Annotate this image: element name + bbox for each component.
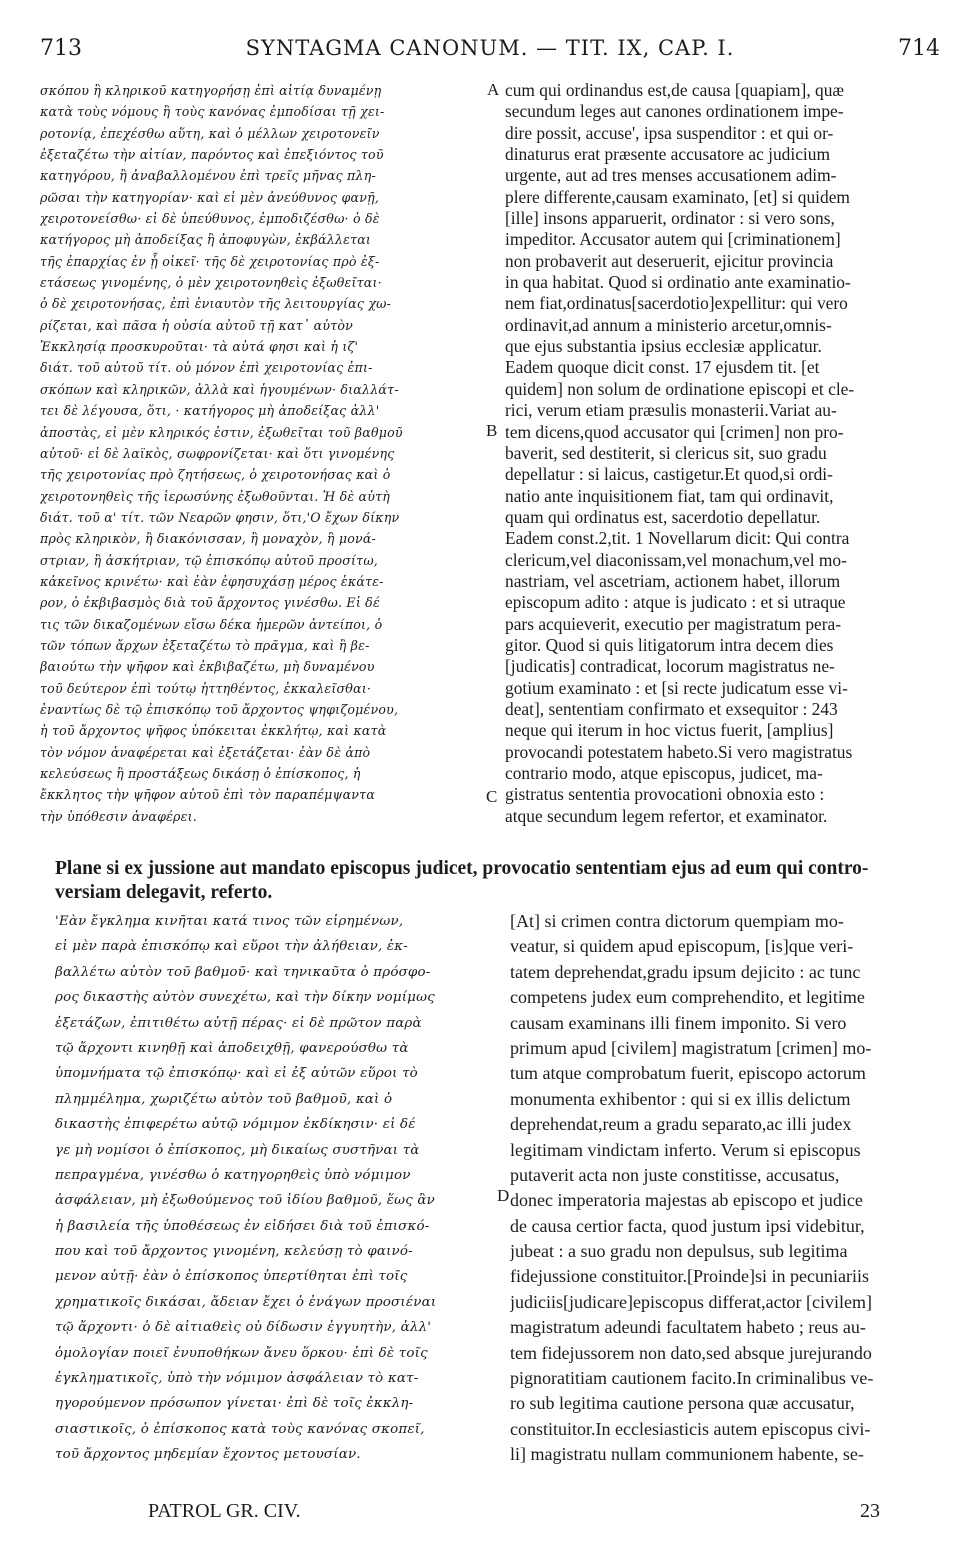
text-line: πρὸς κληρικὸν, ἢ διακόνισσαν, ἢ μοναχὸν, ἢ μονά-: [40, 531, 376, 547]
text-line: dire possit, accuse', ipsa suspenditor : et qui or-: [505, 122, 834, 143]
text-line: ρος δικαστὴς αὐτὸν συνεχέτω, καὶ τὴν δίκην νομίμως: [55, 990, 435, 1006]
text-line: τὸν νόμον ἀναφέρεται καὶ ἐξετάζεται· ἐὰν δὲ ἀπὸ: [40, 744, 371, 760]
text-line: legitimam vindictam inferto. Verum si episcopus: [510, 1139, 861, 1160]
text-line: ρῶσαι τὴν κατηγορίαν· καὶ εἰ μὲν ἀνεύθυνος φανῇ,: [40, 189, 380, 205]
text-line: βαλλέτω αὐτὸν τοῦ βαθμοῦ· καὶ τηνικαῦτα ὁ πρόσφο-: [55, 964, 431, 980]
text-line: τῷ ἄρχοντι κινηθῇ καὶ ἀποδειχθῇ, φανερούσθω τὰ: [55, 1040, 409, 1056]
text-line: [judicatis] contradicat, locorum magistratus ne-: [505, 656, 835, 677]
text-line: que ejus substantia ipsius ecclesiæ applicatur.: [505, 336, 822, 357]
text-line: veatur, si quidem apud episcopum, [is]que veri-: [510, 936, 854, 957]
margin-letter-b: B: [486, 421, 498, 440]
text-line: ἐξεταζέτω τὴν αἰτίαν, παρόντος καὶ ἐπεξιόντος τοῦ: [40, 147, 384, 163]
footer-patrologia: PATROL GR. CIV.: [148, 1500, 301, 1522]
text-line: γε μὴ νομίσοι ὁ ἐπίσκοπος, μὴ δικαίως συστῆναι τὰ: [55, 1142, 420, 1158]
margin-letter-d: D: [497, 1186, 510, 1205]
text-line: judiciis[judicare]episcopus differat,actor [civilem]: [510, 1291, 873, 1312]
text-line: magistratum adeundi facultatem habeto ; reus au-: [510, 1317, 866, 1338]
text-line: δικαστὴς ἐπιφερέτω αὐτῷ νόμιμον ἐκδίκησιν· εἰ δέ: [55, 1117, 416, 1133]
text-line: κελεύσεως ἢ προστάξεως δικάσῃ ὁ ἐπίσκοπος, ἡ: [40, 766, 361, 781]
text-line: clericum,vel diaconissam,vel monachum,vel mo-: [505, 549, 847, 570]
text-line: αὐτοῦ· εἰ δὲ λαϊκὸς, σωφρονίζεται· καὶ ὅτι γινομένης: [40, 445, 395, 461]
text-line: rici, verum etiam præsulis monasterii.Variat au-: [505, 400, 837, 421]
running-header: [40, 36, 940, 66]
text-line: ro sub legitima cautione persona quæ accusatur,: [510, 1393, 855, 1414]
text-line: ροτονίᾳ, ἐπεχέσθω αὕτη, καὶ ὁ μέλλων χειροτονεῖν: [40, 125, 380, 141]
text-line: βαιούτω τὴν ψῆφον καὶ ἐκβιβαζέτω, μὴ δυναμένου: [40, 659, 375, 675]
text-line: ὑπομνήματα τῷ ἐπισκόπῳ· καὶ εἰ ἐξ αὐτῶν εὕροι τὸ: [55, 1066, 418, 1082]
text-line: episcopum adito : atque is judicato : et si utraque: [505, 592, 846, 613]
text-line: ετάσεως γινομένης, ὁ μὲν χειροτονηθεὶς ἐξωθεῖται·: [40, 275, 382, 291]
text-line: tem dicens,quod accusator qui [crimen] non pro-: [505, 421, 844, 442]
text-line: non probaverit aut deseruerit, ejicitur provincia: [505, 250, 834, 271]
text-line: πλημμέλημα, χωριζέτω αὐτὸν τοῦ βαθμοῦ, καὶ ὁ: [55, 1091, 393, 1107]
text-line: ἀποστὰς, εἰ μὲν κληρικός ἐστιν, ἐξωθεῖται τοῦ βαθμοῦ: [40, 424, 403, 440]
text-line: atque secundum legem refertor, et examinator.: [505, 805, 828, 826]
text-line: τῆς χειροτονίας πρὸ ζητήσεως, ὁ χειροτονήσας καὶ ὁ: [40, 467, 391, 483]
text-line: primum apud [civilem] magistratum [crimen] mo-: [510, 1037, 872, 1058]
text-line: τῆς ἐπαρχίας ἐν ᾗ οἰκεῖ· τῆς δὲ χειροτονίας πρὸ ἐξ-: [40, 253, 380, 269]
text-line: pars acquieverit, executio per magistratum pera-: [505, 613, 842, 634]
text-line: [ille] insons apparuerit, ordinator : si vero sons,: [505, 208, 835, 229]
greek-column-top: [40, 80, 492, 827]
text-line: [At] si crimen contra dictorum quempiam mo-: [510, 911, 844, 931]
greek-column-bottom: [55, 909, 495, 1468]
text-line: tatem deprehendat,gradu ipsum dejicito : ac tunc: [510, 961, 861, 982]
text-line: ἀσφάλειαν, μὴ ἐξωθούμενος τοῦ ἰδίου βαθμοῦ, ἕως ἂν: [55, 1193, 435, 1209]
text-line: baverit, sed destiterit, si clericus sit, suo gradu: [505, 442, 827, 463]
text-line: κατήγορος μὴ ἀποδείξας ἢ ἀποφυγὼν, ἐκβάλλεται: [40, 232, 372, 248]
text-line: fidejussione constituitor.[Proinde]si in pecuniariis: [510, 1266, 869, 1287]
text-line: contrario modo, atque episcopus, judicet, ma-: [505, 763, 823, 783]
text-line: ἐξετάζων, ἐπιτιθέτω αὐτῇ πέρας· εἰ δὲ πρῶτον παρὰ: [55, 1015, 422, 1031]
text-line: σκόπων καὶ κληρικῶν, ἀλλὰ καὶ ἡγουμένων· διαλλάτ-: [40, 381, 399, 397]
footer-signature: 23: [860, 1500, 880, 1522]
text-line: putaverit acta non juste constitisse, accusatus,: [510, 1164, 840, 1185]
text-line: gotium examinato : et [si recte judicatum esse vi-: [505, 677, 848, 698]
text-line: ἐγκληματικοῖς, ὑπὸ τὴν νόμιμον ἀσφάλειαν τὸ κατ-: [55, 1371, 419, 1387]
text-line: nem fiat,ordinatus[sacerdotio]expellitur: qui vero: [505, 293, 848, 314]
text-line: monumenta exhibentor : qui si ex illis delictum: [510, 1088, 851, 1109]
text-line: που καὶ τοῦ ἄρχοντος γινομένη, κελεύσῃ τὸ φαινό-: [55, 1244, 413, 1260]
text-line: li] magistratu nullam communionem habente, se-: [510, 1444, 864, 1465]
text-line: jubeat : a suo gradu non depulsus, sub legitima: [510, 1241, 848, 1262]
text-line: plere differente,causam examinato, [et] si quidem: [505, 186, 850, 207]
text-line: τει δὲ λέγουσα, ὅτι, · κατήγορος μὴ ἀποδείξας ἀλλ': [40, 403, 380, 419]
text-line: κἀκεῖνος κρινέτω· καὶ ἐὰν ἐφησυχάσῃ μέρος ἑκάτε-: [40, 573, 384, 589]
text-line: urgente, aut ad tres menses accusationem adim-: [505, 165, 837, 186]
text-line: quidem] non solum de ordinatione episcopi et cle-: [505, 378, 855, 399]
text-line: neque qui iterum in hoc victus fuerit, [amplius]: [505, 720, 834, 741]
text-line: cum qui ordinandus est,de causa [quapiam], quæ: [505, 80, 845, 100]
text-line: provocandi potestatem habeto.Si vero magistratus: [505, 741, 853, 762]
text-line: τῷ ἄρχοντι· ὁ δὲ αἰτιαθεὶς οὐ δίδωσιν ἐγγυητὴν, ἀλλ': [55, 1320, 432, 1336]
text-line: deprehendat,reum a gradu separato,ac illi judex: [510, 1114, 852, 1135]
text-line: στριαν, ἢ ἀσκήτριαν, τῷ ἐπισκόπῳ αὐτοῦ προσίτω,: [40, 552, 379, 568]
text-line: constituitor.In ecclesiasticis autem episcopus civi-: [510, 1418, 871, 1439]
text-line: χρηματικοῖς δικάσαι, ἄδειαν ἔχει ὁ ἐνάγων προσιέναι: [55, 1294, 437, 1310]
text-line: deat], sententiam confirmato et exsequitor : 243: [505, 698, 838, 719]
text-line: 'Εὰν ἔγκλημα κινῆται κατά τινος τῶν εἰρημένων,: [55, 914, 404, 929]
text-line: ὁμολογίαν ποιεῖ ἐνυποθήκων ἄνευ ὅρκου· ἐπὶ δὲ τοῖς: [55, 1345, 428, 1361]
text-line: tem fidejussorem non dato,sed absque jurejurando: [510, 1342, 872, 1363]
latin-column-top: [505, 80, 945, 827]
text-line: σκόπου ἢ κληρικοῦ κατηγορήσῃ ἐπὶ αἰτίᾳ δυναμένῃ: [40, 83, 382, 98]
text-line: ρον, ὁ ἐκβιβασμὸς διὰ τοῦ ἄρχοντος γινέσθω. Εἰ δέ: [40, 595, 380, 611]
text-line: gitor. Quod si quis litigatorum intra decem dies: [505, 634, 834, 655]
text-line: χειροτονείσθω· εἰ δὲ ὑπεύθυνος, ἐμποδιζέσθω· ὁ δὲ: [40, 211, 380, 227]
text-line: Plane si ex jussione aut mandato episcopus judicet, provocatio sententiam ejus ad eum qui contro-: [55, 858, 869, 879]
text-line: τοῦ ἄρχοντος μηδεμίαν ἔχοντος μετουσίαν.: [55, 1447, 361, 1463]
running-title: SYNTAGMA CANONUM. — TIT. IX, CAP. I.: [245, 36, 735, 60]
page-number-left: 713: [40, 36, 82, 61]
text-line: donec imperatoria majestas ab episcopo et judice: [510, 1190, 863, 1211]
text-line: impeditor. Accusator autem qui [criminationem]: [505, 229, 841, 250]
section-heading: [55, 857, 955, 904]
text-line: μενον αὐτῇ· ἐὰν ὁ ἐπίσκοπος ὑπερτίθηται ἐπὶ τοῖς: [55, 1269, 408, 1285]
text-line: causam examinans illi finem imponito. Si vero: [510, 1012, 847, 1033]
text-line: ἡ τοῦ ἄρχοντος ψῆφος ὑπόκειται ἐκκλήτῳ, καὶ κατὰ: [40, 723, 387, 739]
text-line: versiam delegavit, referto.: [55, 881, 273, 903]
text-line: ordinavit,ad annum a ministerio arcetur,omnis-: [505, 314, 832, 335]
text-line: secundum leges aut canones ordinationem impe-: [505, 101, 844, 122]
text-line: Ἐκκλησίᾳ προσκυροῦται· τὰ αὐτά φησι καὶ ἡ ιζ': [40, 339, 359, 355]
text-line: ηγορούμενον πρόσωπον γίνεται· ἐπὶ δὲ τοῖς ἐκκλη-: [55, 1396, 414, 1412]
text-line: Eadem quoque dicit const. 17 ejusdem tit. [et: [505, 357, 820, 378]
text-line: ἡ βασιλεία τῆς ὑποθέσεως ἐν εἰδήσει διὰ τοῦ ἐπισκό-: [55, 1218, 430, 1234]
text-line: de causa certior facta, quod justum ipsi videbitur,: [510, 1215, 865, 1236]
text-line: ρίζεται, καὶ πᾶσα ἡ οὐσία αὐτοῦ τῇ κατ᾽ αὐτὸν: [40, 317, 354, 333]
text-line: tum atque comprobatum fuerit, episcopo actorum: [510, 1063, 866, 1084]
text-line: πεπραγμένα, γινέσθω ὁ κατηγορηθεὶς ὑπὸ νόμιμον: [55, 1167, 411, 1183]
text-line: pignoratitiam cautionem facito.In criminalibus ve-: [510, 1368, 874, 1389]
text-line: Eadem const.2,tit. 1 Novellarum dicit: Qui contra: [505, 528, 850, 549]
latin-column-bottom: [510, 909, 950, 1468]
text-line: τὴν ὑπόθεσιν ἀναφέρει.: [40, 808, 197, 824]
text-line: εἰ μὲν παρὰ ἐπισκόπῳ καὶ εὕροι τὴν ἀλήθειαν, ἐκ-: [55, 939, 408, 955]
margin-letter-c: C: [486, 787, 498, 806]
text-line: competens judex eum comprehendito, et legitime: [510, 987, 865, 1008]
text-line: ἐναντίως δὲ τῷ ἐπισκόπῳ τοῦ ἄρχοντος ψηφιζομένου,: [40, 701, 399, 717]
page-number-right: 714: [898, 36, 940, 61]
text-line: ὁ δὲ χειροτονήσας, ἐπὶ ἐνιαυτὸν τῆς λειτουργίας χω-: [40, 296, 392, 312]
margin-letter-a: A: [487, 80, 500, 99]
text-line: χειροτονηθεὶς τῆς ἱερωσύνης ἐξωθοῦνται. Ἡ δὲ αὐτὴ: [40, 488, 391, 504]
text-line: gistratus sententia provocationi obnoxia esto :: [505, 784, 825, 805]
text-line: natio ante inquisitionem fiat, tam qui ordinavit,: [505, 485, 834, 506]
text-line: τις τῶν δικαζομένων εἴσω δέκα ἡμερῶν ἀντείποι, ὁ: [40, 616, 383, 632]
text-line: σιαστικοῖς, ὁ ἐπίσκοπος κατὰ τοὺς κανόνας σκοπεῖ,: [55, 1421, 425, 1437]
text-line: depellatur : si laicus, castigetur.Et quod,si ordi-: [505, 464, 833, 485]
text-line: διάτ. τοῦ α' τίτ. τῶν Νεαρῶν φησιν, ὅτι,'Ο ἔχων δίκην: [40, 509, 400, 525]
text-line: διάτ. τοῦ αὐτοῦ τίτ. οὐ μόνον ἐπὶ χειροτονίας ἐπι-: [40, 360, 373, 376]
text-line: τῶν τόπων ἄρχων ἐξεταζέτω τὸ πρᾶγμα, καὶ ἢ βε-: [40, 637, 370, 653]
text-line: τοῦ δεύτερον ἐπὶ τούτῳ ἡττηθέντος, ἐκκαλεῖσθαι·: [40, 680, 372, 696]
text-line: in qua habitat. Quod si ordinatio ante examinatio-: [505, 272, 851, 293]
text-line: κατὰ τοὺς νόμους ἢ τοὺς κανόνας ἐμποδίσαι τῇ χει-: [40, 104, 385, 120]
text-line: quam qui ordinatus est, sacerdotio depellatur.: [505, 506, 821, 527]
text-line: ἔκκλητος τὴν ψῆφον αὐτοῦ ἐπὶ τὸν παραπέμψαντα: [40, 787, 376, 803]
text-line: κατηγόρου, ἢ ἀναβαλλομένου ἐπὶ τρεῖς μῆνας πλη-: [40, 168, 376, 184]
text-line: nastriam, vel ascetriam, actionem habet, illorum: [505, 570, 841, 591]
text-line: dinaturus erat præsente accusatore ac judicium: [505, 144, 830, 165]
